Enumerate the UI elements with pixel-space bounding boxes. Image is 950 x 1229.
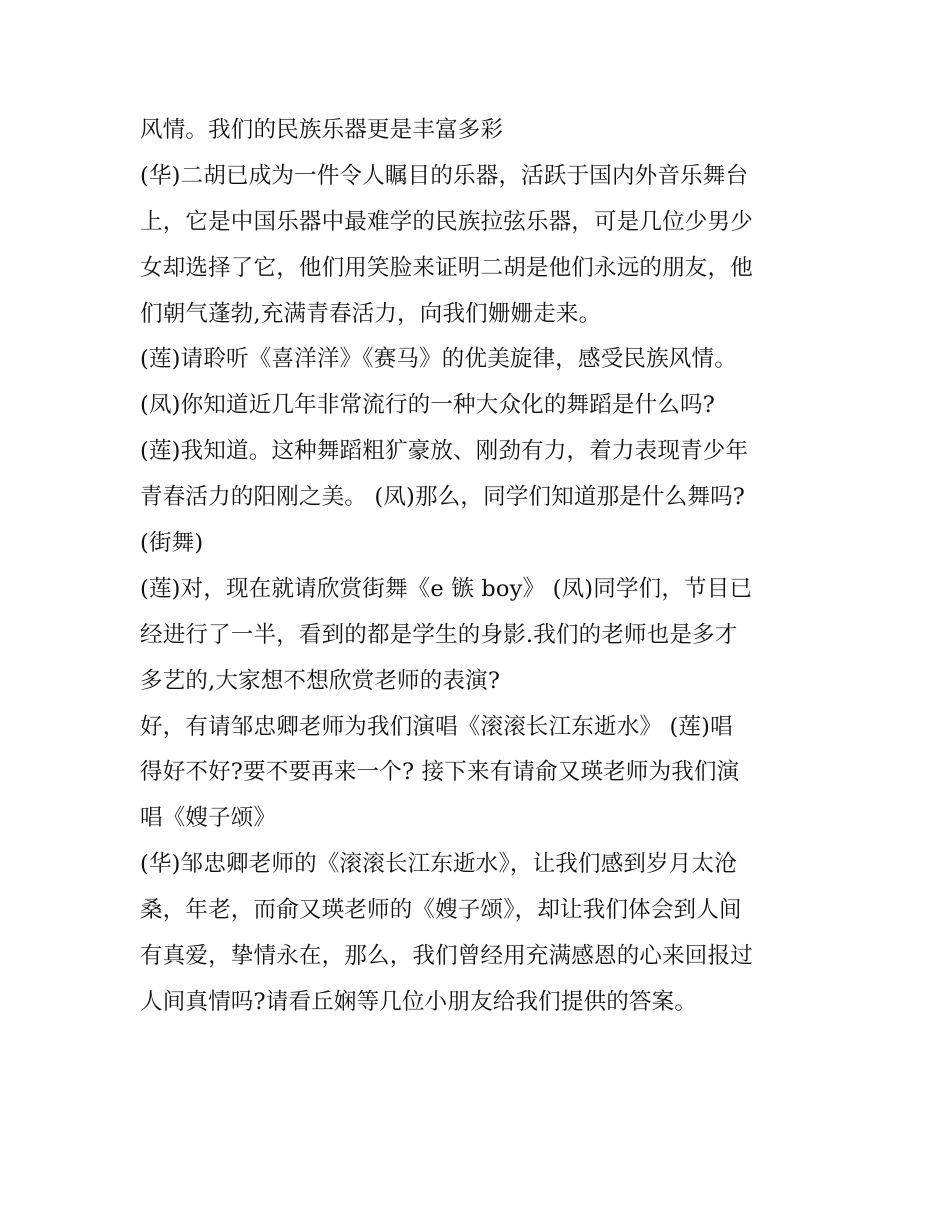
text-line: 上，它是中国乐器中最难学的民族拉弦乐器，可是几位少男少 (140, 208, 753, 235)
text-line: (莲)对，现在就请欣赏街舞《e 镞 boy》 (凤)同学们，节目已 (140, 575, 753, 602)
text-line: (华)邹忠卿老师的《滚滚长江东逝水》，让我们感到岁月太沧 (140, 851, 737, 878)
text-line: 女却选择了它，他们用笑脸来证明二胡是他们永远的朋友，他 (140, 254, 753, 281)
text-line: 风情。我们的民族乐器更是丰富多彩 (140, 117, 504, 143)
text-line: 桑，年老，而俞又瑛老师的《嫂子颂》，却让我们体会到人间 (140, 897, 742, 924)
text-line: 们朝气蓬勃,充满青春活力，向我们姗姗走来。 (140, 300, 602, 327)
text-line: (凤)你知道近几年非常流行的一种大众化的舞蹈是什么吗? (140, 392, 716, 419)
text-line: (街舞) (140, 530, 204, 557)
text-line: 得好不好?要不要再来一个? 接下来有请俞又瑛老师为我们演 (140, 759, 740, 786)
text-line: 经进行了一半，看到的都是学生的身影.我们的老师也是多才 (140, 621, 738, 648)
text-line: (莲)我知道。这种舞蹈粗犷豪放、刚劲有力，着力表现青少年 (140, 438, 749, 465)
text-line: 唱《嫂子颂》 (140, 805, 277, 832)
text-line: 青春活力的阳刚之美。 (凤)那么，同学们知道那是什么舞吗? (140, 484, 746, 511)
text-line: 人间真情吗?请看丘娴等几位小朋友给我们提供的答案。 (140, 988, 698, 1015)
text-line: 有真爱，挚情永在，那么，我们曾经用充满感恩的心来回报过 (140, 943, 753, 970)
text-line: 多艺的,大家想不想欣赏老师的表演? (140, 667, 501, 694)
text-line: 好，有请邹忠卿老师为我们演唱《滚滚长江东逝水》 (莲)唱 (140, 713, 733, 740)
text-line: (华)二胡已成为一件令人瞩目的乐器，活跃于国内外音乐舞台 (140, 162, 749, 189)
document-body (140, 108, 820, 1026)
text-line: (莲)请聆听《喜洋洋》《赛马》的优美旋律，感受民族风情。 (140, 346, 737, 373)
